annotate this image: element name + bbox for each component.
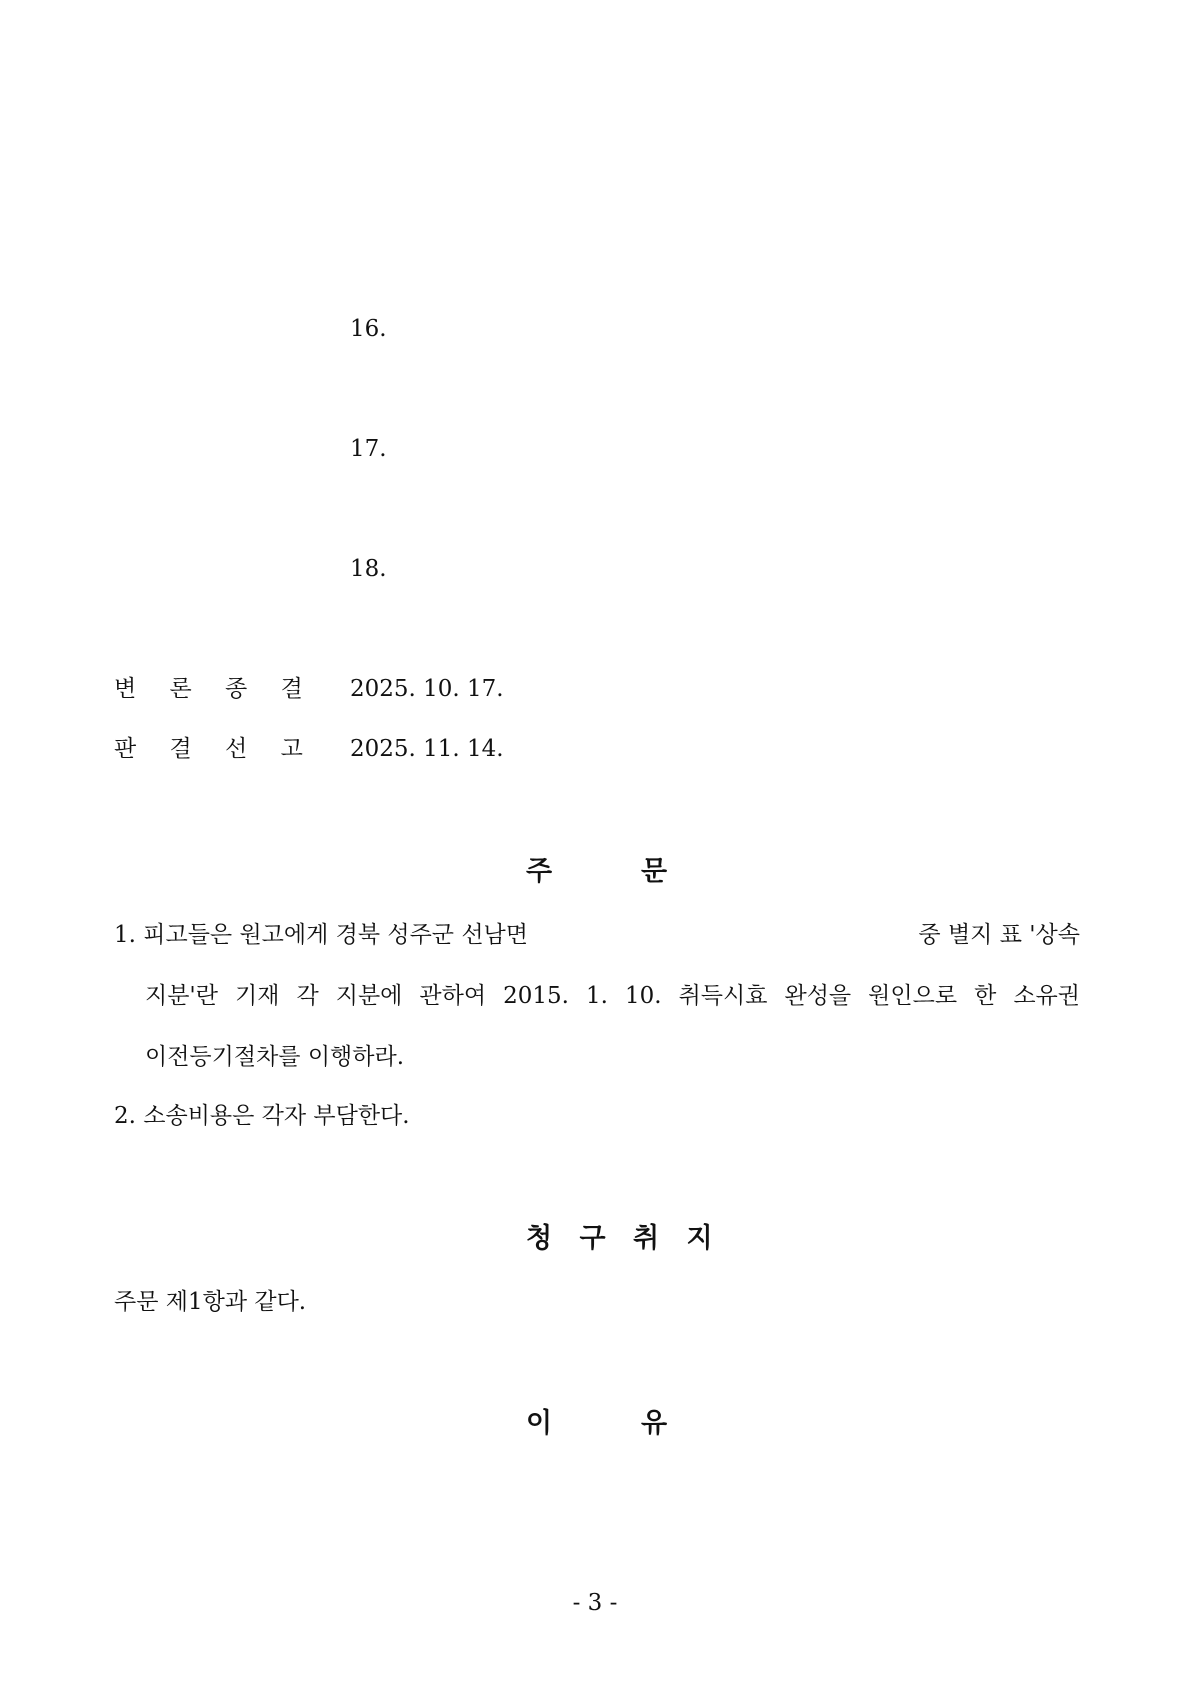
order-item1-line2: 지분'란 기재 각 지분에 관하여 2015. 1. 10. 취득시효 완성을 원인으로 한 소유권 <box>145 983 1080 1009</box>
reasons-heading <box>526 1407 674 1441</box>
claim-text: 주문 제1항과 같다. <box>114 1289 307 1315</box>
claim-heading-text: 청 구 취 지 <box>526 1223 722 1254</box>
list-number-16: 16. <box>350 316 387 342</box>
judgment-label: 판 결 선 고 <box>114 736 316 762</box>
order-item1-line1-left: 1. 피고들은 원고에게 경북 성주군 선남면 <box>114 922 528 948</box>
order-item1-line1-right: 중 별지 표 '상속 <box>918 922 1080 948</box>
judgment-date: 2025. 11. 14. <box>350 736 504 762</box>
order-item2: 2. 소송비용은 각자 부담한다. <box>114 1103 410 1129</box>
claim-heading <box>526 1222 722 1256</box>
list-number-17: 17. <box>350 436 387 462</box>
order-heading <box>526 855 674 889</box>
list-number-18: 18. <box>350 556 387 582</box>
order-item1-line3: 이전등기절차를 이행하라. <box>145 1044 405 1070</box>
order-heading-left: 주 <box>526 856 553 887</box>
closing-date: 2025. 10. 17. <box>350 676 504 702</box>
reasons-heading-right: 유 <box>641 1408 668 1439</box>
order-heading-right: 문 <box>641 856 668 887</box>
reasons-heading-left: 이 <box>526 1408 553 1439</box>
page-number: - 3 - <box>572 1590 618 1616</box>
closing-label: 변 론 종 결 <box>114 676 316 702</box>
